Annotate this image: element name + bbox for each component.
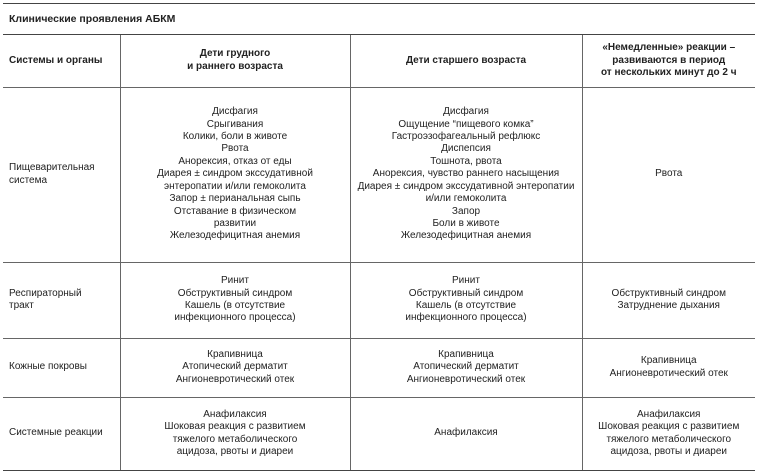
system-cell: [3, 397, 120, 470]
cell-line: Кожные покровы: [9, 361, 87, 373]
cell-line: Запор: [451, 205, 481, 217]
cell-line: Срыгивания: [206, 118, 264, 130]
table-row: [3, 262, 755, 338]
cell-line: Ринит: [452, 275, 480, 287]
cell-line: инфекционного процесса): [174, 312, 296, 324]
cell-line: Анафилаксия: [203, 408, 267, 420]
cell-line: Респираторный: [9, 287, 82, 299]
cell-line: Анафилаксия: [637, 408, 701, 420]
cell-line: энтеропатии и/или гемоколита: [164, 180, 306, 192]
cell-line: Диспепсия: [441, 143, 491, 155]
cell-line: тяжелого метаболического: [606, 433, 732, 445]
cell-line: Крапивница: [207, 348, 263, 360]
cell-line: и/или гемоколита: [425, 193, 507, 205]
cell-line: Ринит: [221, 275, 249, 287]
infants-cell: [120, 262, 350, 338]
cell-line: Ощущение “пищевого комка”: [398, 118, 534, 130]
cell-line: Диарея ± синдром экссудативной энтеропатии: [357, 180, 575, 192]
cell-line: Атопический дерматит: [413, 361, 519, 373]
infants-cell: [120, 397, 350, 470]
cell-line: Обструктивный синдром: [177, 287, 293, 299]
immediate-cell: [582, 397, 755, 470]
header-line: Дети грудного: [199, 48, 271, 60]
cell-line: система: [9, 174, 48, 186]
table-row: [3, 397, 755, 470]
cell-line: тяжелого метаболического: [172, 433, 298, 445]
clinical-table-frame: [3, 3, 755, 468]
cell-line: Дисфагия: [212, 106, 258, 118]
cell-line: Анорексия, отказ от еды: [178, 155, 292, 167]
cell-line: тракт: [9, 300, 34, 311]
cell-line: Анафилаксия: [434, 427, 498, 439]
cell-line: Анорексия, чувство раннего насыщения: [372, 168, 560, 180]
cell-line: Диарея ± синдром экссудативной: [157, 168, 313, 180]
immediate-cell: [582, 87, 755, 262]
cell-line: Кашель (в отсутствие: [184, 300, 286, 311]
table-title: Клинические проявления АБКМ: [3, 3, 755, 35]
cell-line: Тошнота, рвота: [430, 155, 502, 167]
header-systems: Системы и органы: [3, 35, 120, 87]
clinical-manifestations-table: [3, 35, 755, 471]
infants-cell: [120, 338, 350, 397]
immediate-cell: [582, 338, 755, 397]
cell-line: Отставание в физическом: [173, 205, 297, 217]
cell-line: Крапивница: [438, 348, 494, 360]
cell-line: Кашель (в отсутствие: [415, 300, 517, 311]
system-cell: [3, 87, 120, 262]
cell-line: Дисфагия: [443, 106, 489, 118]
cell-line: Рвота: [655, 168, 683, 180]
cell-line: Затруднение дыхания: [617, 300, 720, 311]
older-cell: [350, 338, 582, 397]
system-cell: [3, 338, 120, 397]
cell-line: Боли в животе: [432, 217, 500, 229]
cell-line: Системные реакции: [9, 427, 103, 439]
cell-line: ацидоза, рвоты и диареи: [176, 445, 294, 457]
system-cell: [3, 262, 120, 338]
header-older: Дети старшего возраста: [350, 35, 582, 87]
table-row: [3, 87, 755, 262]
cell-line: Гастроэзофагеальный рефлюкс: [391, 131, 541, 143]
infants-cell: [120, 87, 350, 262]
header-line: и раннего возраста: [187, 60, 283, 72]
cell-line: Обструктивный синдром: [408, 287, 524, 299]
header-row: [3, 35, 755, 87]
cell-line: Шоковая реакция с развитием: [598, 421, 740, 433]
header-line: «Немедленные» реакции –: [602, 42, 736, 54]
cell-line: Атопический дерматит: [182, 361, 288, 373]
header-infants: [120, 35, 350, 87]
older-cell: [350, 397, 582, 470]
cell-line: Железодефицитная анемия: [169, 230, 301, 242]
cell-line: Железодефицитная анемия: [400, 230, 532, 242]
table-row: [3, 338, 755, 397]
cell-line: Ангионевротический отек: [406, 373, 526, 385]
cell-line: Запор ± перианальная сыпь: [169, 193, 301, 205]
cell-line: развитии: [213, 217, 257, 229]
cell-line: Шоковая реакция с развитием: [164, 421, 306, 433]
cell-line: Колики, боли в животе: [182, 131, 288, 143]
cell-line: Рвота: [221, 143, 249, 155]
cell-line: Обструктивный синдром: [611, 287, 726, 299]
immediate-cell: [582, 262, 755, 338]
cell-line: инфекционного процесса): [405, 312, 527, 324]
header-line: развиваются в период: [612, 54, 726, 66]
older-cell: [350, 262, 582, 338]
cell-line: Ангионевротический отек: [609, 367, 728, 379]
older-cell: [350, 87, 582, 262]
cell-line: Пищеварительная: [9, 162, 95, 174]
cell-line: Ангионевротический отек: [175, 373, 295, 385]
cell-line: ацидоза, рвоты и диареи: [610, 445, 728, 457]
header-line: от нескольких минут до 2 ч: [600, 66, 737, 78]
cell-line: Крапивница: [640, 355, 697, 367]
header-immediate: [582, 35, 755, 87]
